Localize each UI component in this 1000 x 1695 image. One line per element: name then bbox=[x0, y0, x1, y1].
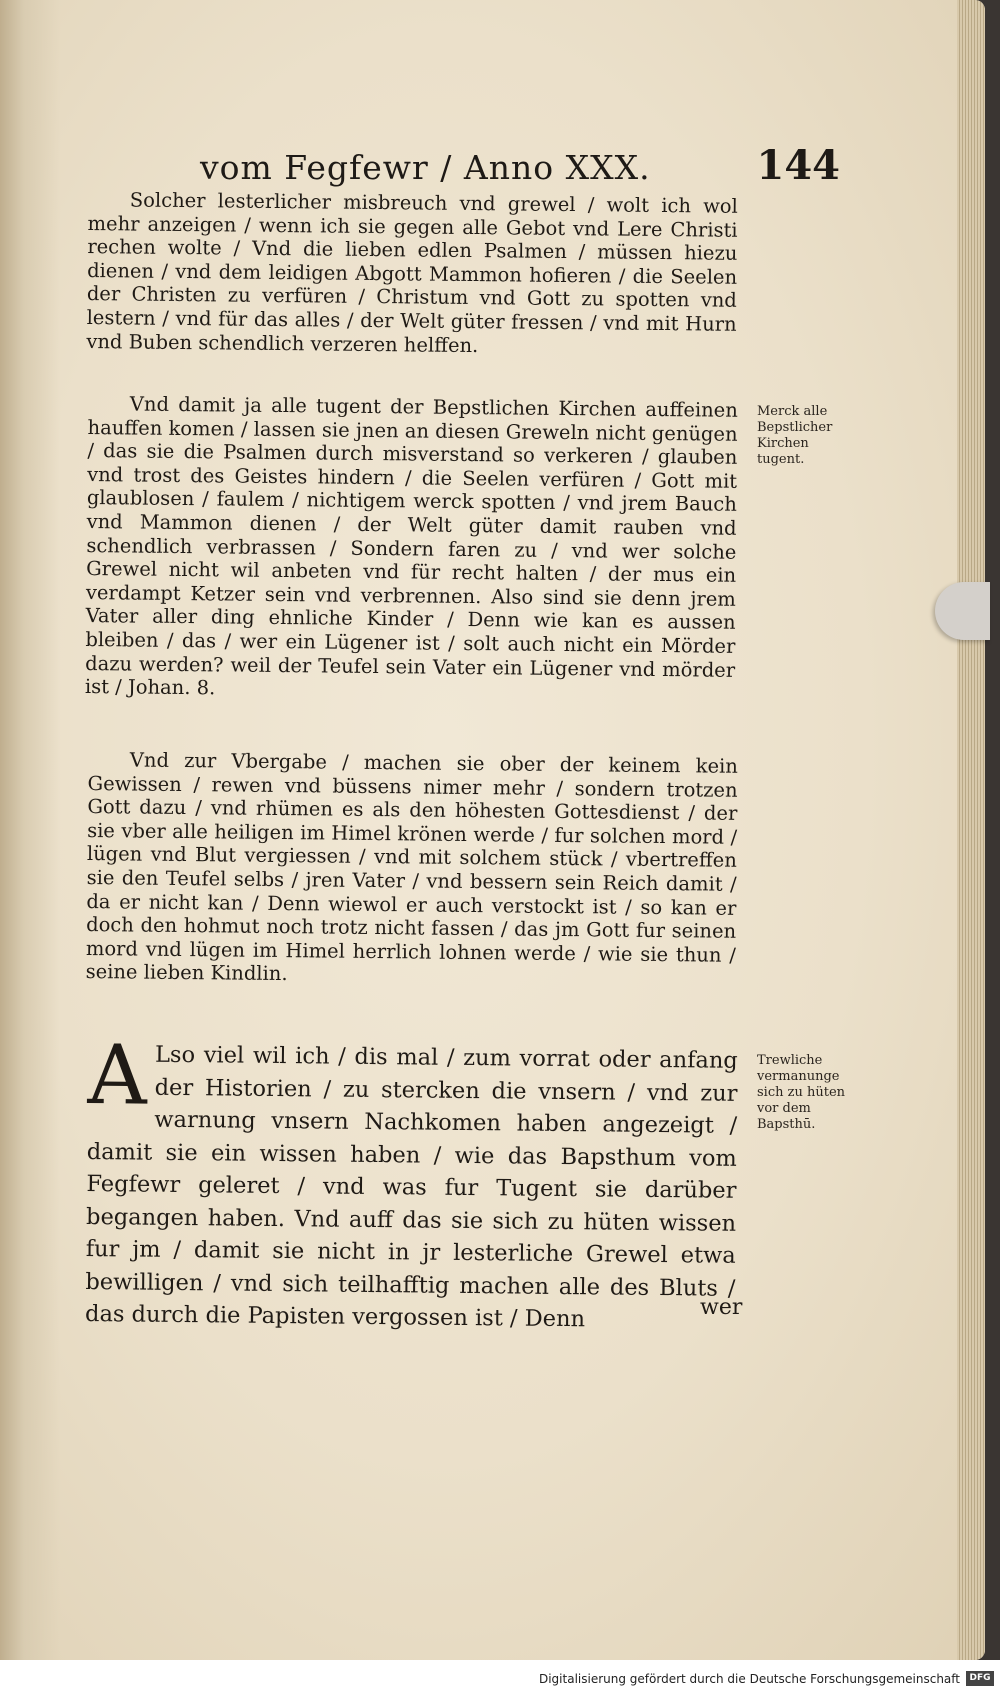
dfg-logo-icon: DFG bbox=[966, 1671, 994, 1686]
bookmark-tab bbox=[935, 582, 990, 640]
page-gutter-shadow bbox=[0, 0, 60, 1660]
paragraph-2: Vnd damit ja alle tugent der Bepstlichen Kirchen auffeinen hauffen komen / lassen sie jnen an diesen Greweln nicht genügen / das sie die Psalmen durch misverstand so verkeren / glauben vnd trost des Geistes hindern / die Seelen verfüren / Gott mit glaublosen / faulem / nichtigem werck spotten / vnd jrem Bauch vnd Mammon dienen / der Welt güter damit rauben vnd schendlich verbrassen / Sondern faren zu / vnd wer solche Grewel nicht wil anbeten vnd für recht halten / der mus ein verdampt Ketzer sein vnd verbrennen. Also sind sie denn jrem Vater aller ding ehnliche Kinder / Denn wie kan es aussen bleiben / das / wer ein Lügener ist / solt auch nicht ein Mörder dazu werden? weil der Teufel sein Vater ein Lügener vnd mörder ist / Johan. 8. bbox=[84, 392, 738, 700]
digitization-footer bbox=[0, 1660, 1000, 1695]
catchword: wer bbox=[700, 1295, 743, 1320]
drop-cap-initial: A bbox=[87, 1028, 148, 1124]
footer-credit: Digitalisierung gefördert durch die Deutsche Forschungsgemeinschaft bbox=[538, 1672, 960, 1686]
paragraph-4-text: Lso viel wil ich / dis mal / zum vorrat oder anfang der Historien / zu stercken die vnsern / vnd zur warnung vnsern Nachkomen haben angezeigt / damit sie ein wissen haben / wie das Bapsthum vom Fegfewr geleret / vnd was fur Tugent sie darüber begangen haben. Vnd auff das sie sich zu hüten wissen fur jm / damit sie nicht in jr lesterliche Grewel etwa bewilligen / vnd sich teilhafftig machen alle des Bluts / das durch die Papisten vergossen ist / Denn bbox=[84, 1041, 738, 1333]
marginal-note-2: Trewliche vermanunge sich zu hüten vor dem Bapsthū. bbox=[757, 1053, 846, 1132]
paragraph-1: Solcher lesterlicher misbreuch vnd grewel / wolt ich wol mehr anzeigen / wenn ich sie gegen alle Gebot vnd Lere Christi rechen wolte / Vnd die lieben edlen Psalmen / müssen hiezu dienen / vnd dem leidigen Abgott Mammon hofieren / die Seelen der Christen zu verfüren / Christum vnd Gott zu spotten vnd lestern / vnd für das alles / der Welt güter fressen / vnd mit Hurn vnd Buben schendlich verzeren helffen. bbox=[86, 188, 738, 357]
running-head: vom Fegfewr / Anno XXX. bbox=[200, 148, 651, 187]
marginal-note-1: Merck alle Bepstlicher Kirchen tugent. bbox=[757, 404, 833, 467]
paragraph-4 bbox=[84, 1028, 738, 1333]
page-fore-edge bbox=[957, 0, 985, 1660]
folio-number: 144 bbox=[756, 142, 840, 189]
paragraph-3: Vnd zur Vbergabe / machen sie ober der keinem kein Gewissen / rewen vnd büssens nimer mehr / sondern trotzen Gott dazu / vnd rhümen es als den höhesten Gottesdienst / der sie vber alle heiligen im Himel krönen werde / fur solchen mord / lügen vnd Blut vergiessen / vnd mit solchem stück / vbertreffen sie den Teufel selbs / jren Vater / vnd bessern sein Reich damit / da er nicht kan / Denn wiewol er auch verstockt ist / so kan er doch den hohmut noch trotz nicht fassen / das jm Gott fur seinen mord vnd lügen im Himel herrlich lohnen werde / wie sie thun / seine lieben Kindlin. bbox=[85, 748, 738, 986]
